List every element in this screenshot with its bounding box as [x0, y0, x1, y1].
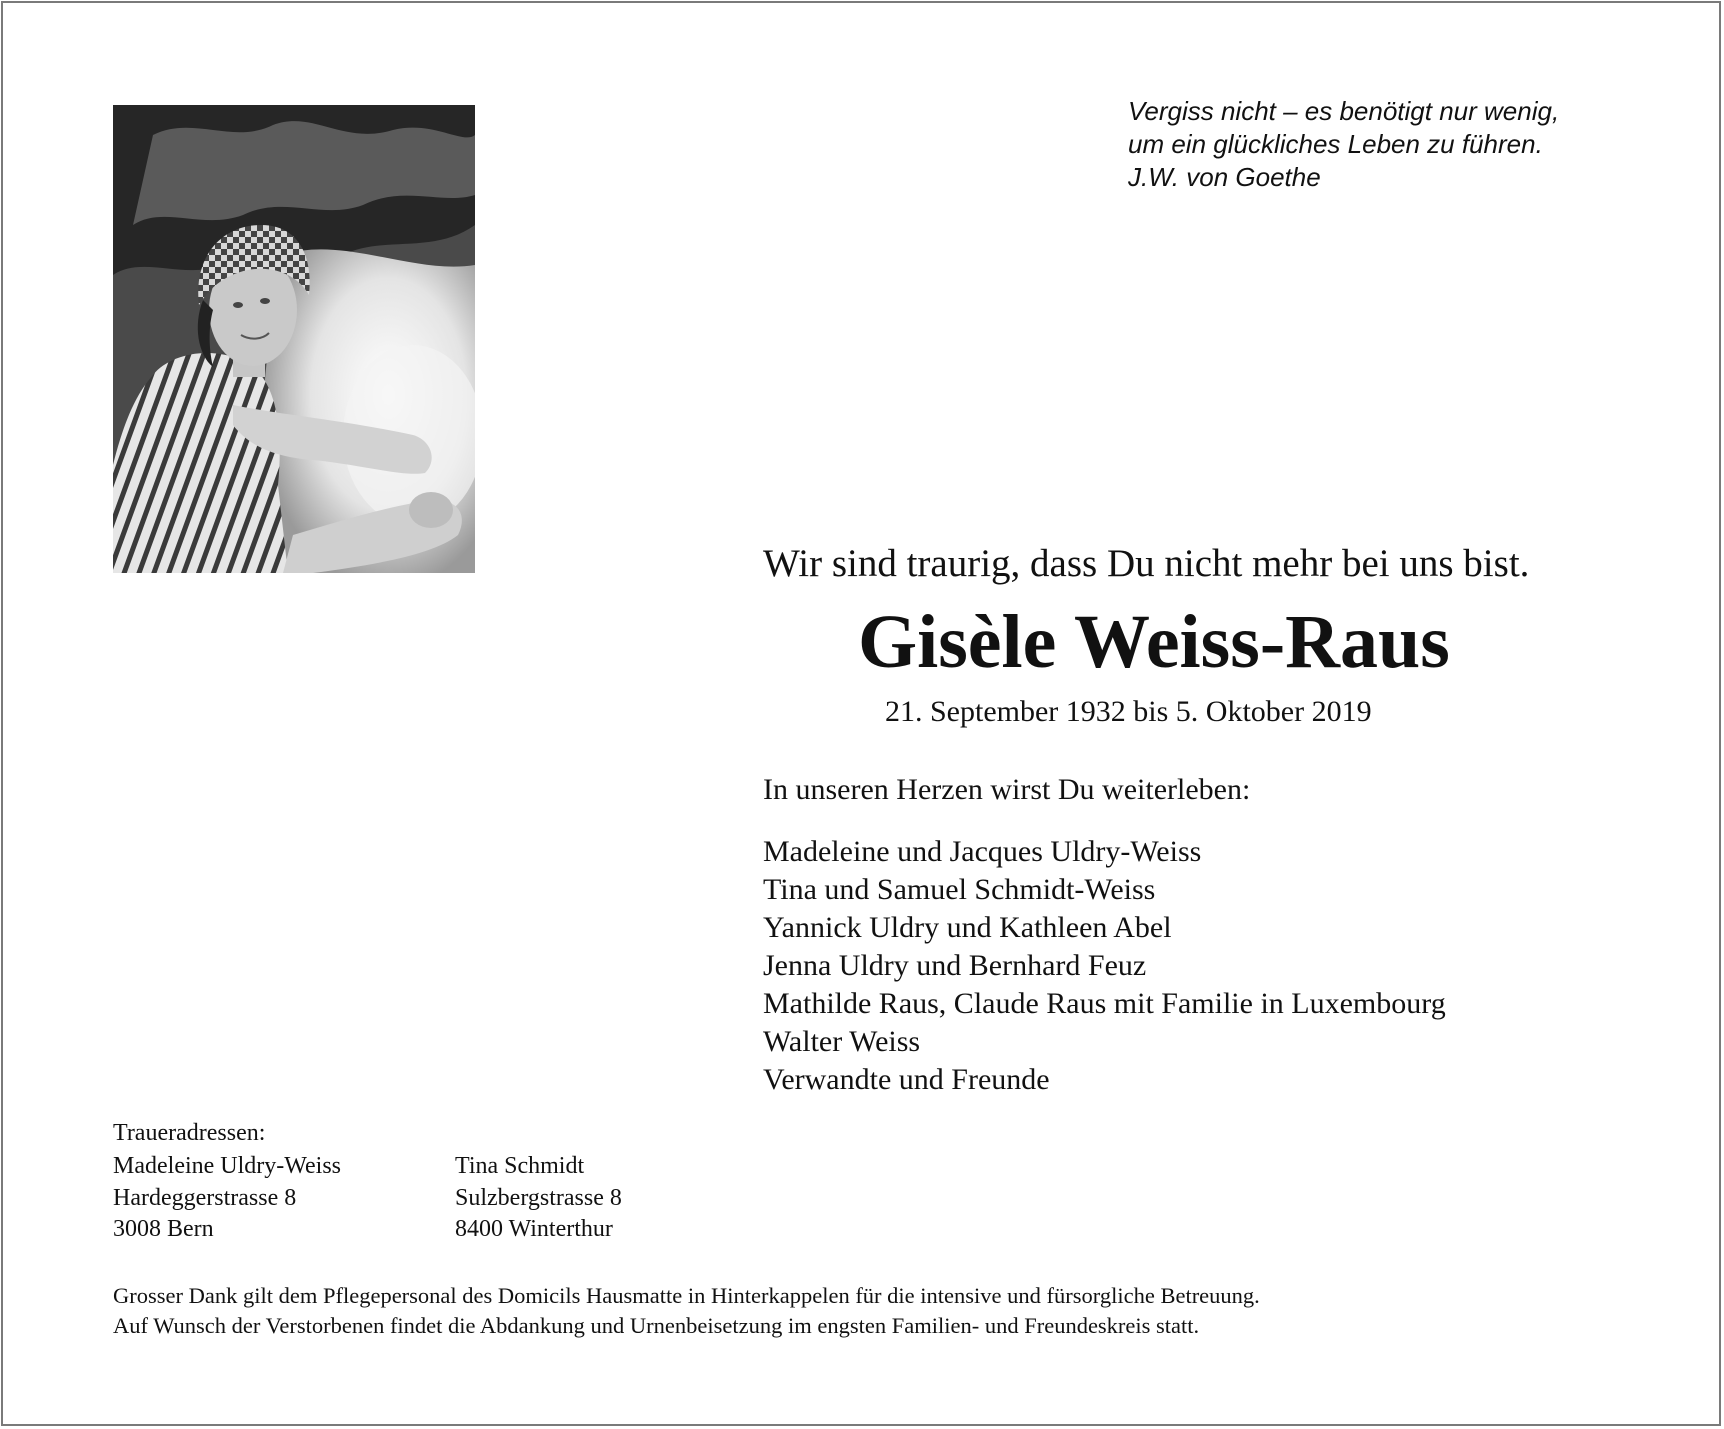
- address-name: Tina Schmidt: [455, 1153, 585, 1179]
- mourner-item: Yannick Uldry und Kathleen Abel: [763, 911, 1172, 944]
- mourner-item: Madeleine und Jacques Uldry-Weiss: [763, 835, 1202, 868]
- address-name: Madeleine Uldry-Weiss: [113, 1153, 341, 1179]
- goethe-quote: [1128, 95, 1559, 194]
- ceremony-line: Auf Wunsch der Verstorbenen findet die Abdankung und Urnenbeisetzung im engsten Familien- und Freundeskreis statt.: [113, 1313, 1200, 1338]
- address-street: Hardeggerstrasse 8: [113, 1184, 297, 1211]
- mourner-item: Jenna Uldry und Bernhard Feuz: [763, 949, 1147, 982]
- mourner-item: Mathilde Raus, Claude Raus mit Familie in Luxembourg: [763, 987, 1446, 1020]
- hearts-line: In unseren Herzen wirst Du weiterleben:: [763, 773, 1251, 806]
- deceased-name: Gisèle Weiss-Raus: [858, 600, 1450, 684]
- quote-line: Vergiss nicht – es benötigt nur wenig,: [1128, 96, 1560, 126]
- mourner-item: Tina und Samuel Schmidt-Weiss: [763, 873, 1156, 906]
- intro-text: Wir sind traurig, dass Du nicht mehr bei uns bist.: [763, 542, 1530, 585]
- life-dates: 21. September 1932 bis 5. Oktober 2019: [885, 695, 1372, 728]
- quote-author: J.W. von Goethe: [1128, 162, 1321, 192]
- address-street: Sulzbergstrasse 8: [455, 1184, 622, 1211]
- address-block-first: [113, 1151, 341, 1246]
- mourners-list: [763, 833, 1446, 1099]
- mourner-item: Walter Weiss: [763, 1025, 921, 1058]
- quote-line: um ein glückliches Leben zu führen.: [1128, 129, 1543, 159]
- address-city: 8400 Winterthur: [455, 1216, 613, 1242]
- thanks-note: [113, 1281, 1260, 1341]
- thanks-line: Grosser Dank gilt dem Pflegepersonal des Domicils Hausmatte in Hinterkappelen für die intensive und fürsorgliche Betreuung.: [113, 1283, 1260, 1308]
- addresses-title: Traueradressen:: [113, 1120, 266, 1146]
- portrait-photo: [113, 105, 475, 573]
- mourner-item: Verwandte und Freunde: [763, 1063, 1050, 1096]
- address-block-second: [455, 1151, 622, 1246]
- address-city: 3008 Bern: [113, 1216, 214, 1242]
- obituary-card: [1, 1, 1721, 1426]
